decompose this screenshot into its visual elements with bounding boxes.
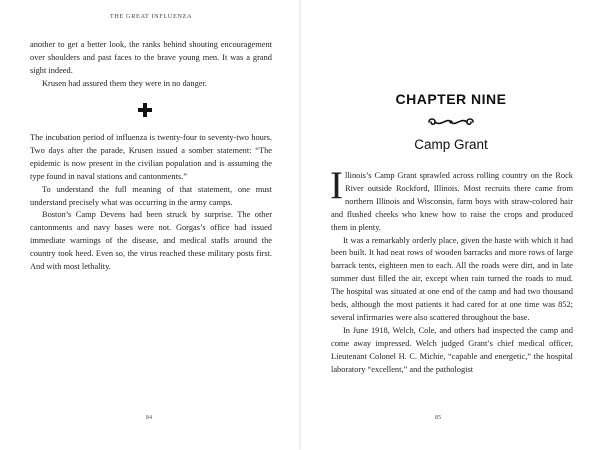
paragraph: It was a remarkably orderly place, given the haste with which it had been built. It had neat rows of wooden barracks and more rows of large barrack tents, eighteen men to each. All the roads were dirt, and in late summer dust filled the air, except when rain turned the roads to mud. The hospital was situated at one end of the camp and had two thousand beds, although the most patients it had cared for at one time was 852; several infirmaries were also scattered throughout the base. [331,235,573,322]
paragraph: Krusen had assured them they were in no danger. [42,78,207,88]
chapter-title: Camp Grant [414,137,488,152]
paragraph: another to get a better look, the ranks behind shouting encouragement over shoulders and past faces to the brave young men. It was a grand sight indeed. [30,40,272,75]
page-number: 84 [145,414,153,421]
paragraph: In June 1918, Welch, Cole, and others had inspected the camp and come away impressed. Welch judged Grant’s chief medical officer, Lieutenant Colonel H. C. Michie, “capable and energetic,” the hospital laboratory “excellent,” and the pathologist [331,325,573,374]
section-break-cross-icon [138,103,152,117]
right-body-text [330,164,573,377]
left-top-text [30,39,272,91]
ornament-flourish-icon [423,115,479,129]
running-head: THE GREAT INFLUENZA [109,13,193,20]
right-page [301,0,600,450]
paragraph: Boston’s Camp Devens had been struck by surprise. The other cantonments and navy bases were not. Gorgas’s office had issued immediate warnings of the disease, and medical staffs around the country took heed. Even so, the virus reached these military posts first. And with most lethality. [30,210,272,272]
page-number: 85 [434,414,442,421]
chapter-number: CHAPTER NINE [395,91,507,107]
paragraph: To understand the full meaning of that statement, one must understand precisely what was occurring in the army camps. [30,184,272,207]
left-page [0,0,299,450]
drop-cap: I [330,164,343,207]
opening-paragraph [330,164,573,235]
left-bottom-text [30,132,272,274]
opening-paragraph-text: llinois’s Camp Grant sprawled across rolling country on the Rock River outside Rockford, Illinois. Most recruits there came from northern Illinois and Wisconsin, farm boys with straw-colored hair and flushed cheeks who knew how to raise the crops and produced them in plenty. [331,171,573,232]
paragraph: The incubation period of influenza is twenty-four to seventy-two hours. Two days after the parade, Krusen issued a somber statement: “The epidemic is now present in the civilian population and is assuming the type found in naval stations and cantonments.” [30,133,272,181]
